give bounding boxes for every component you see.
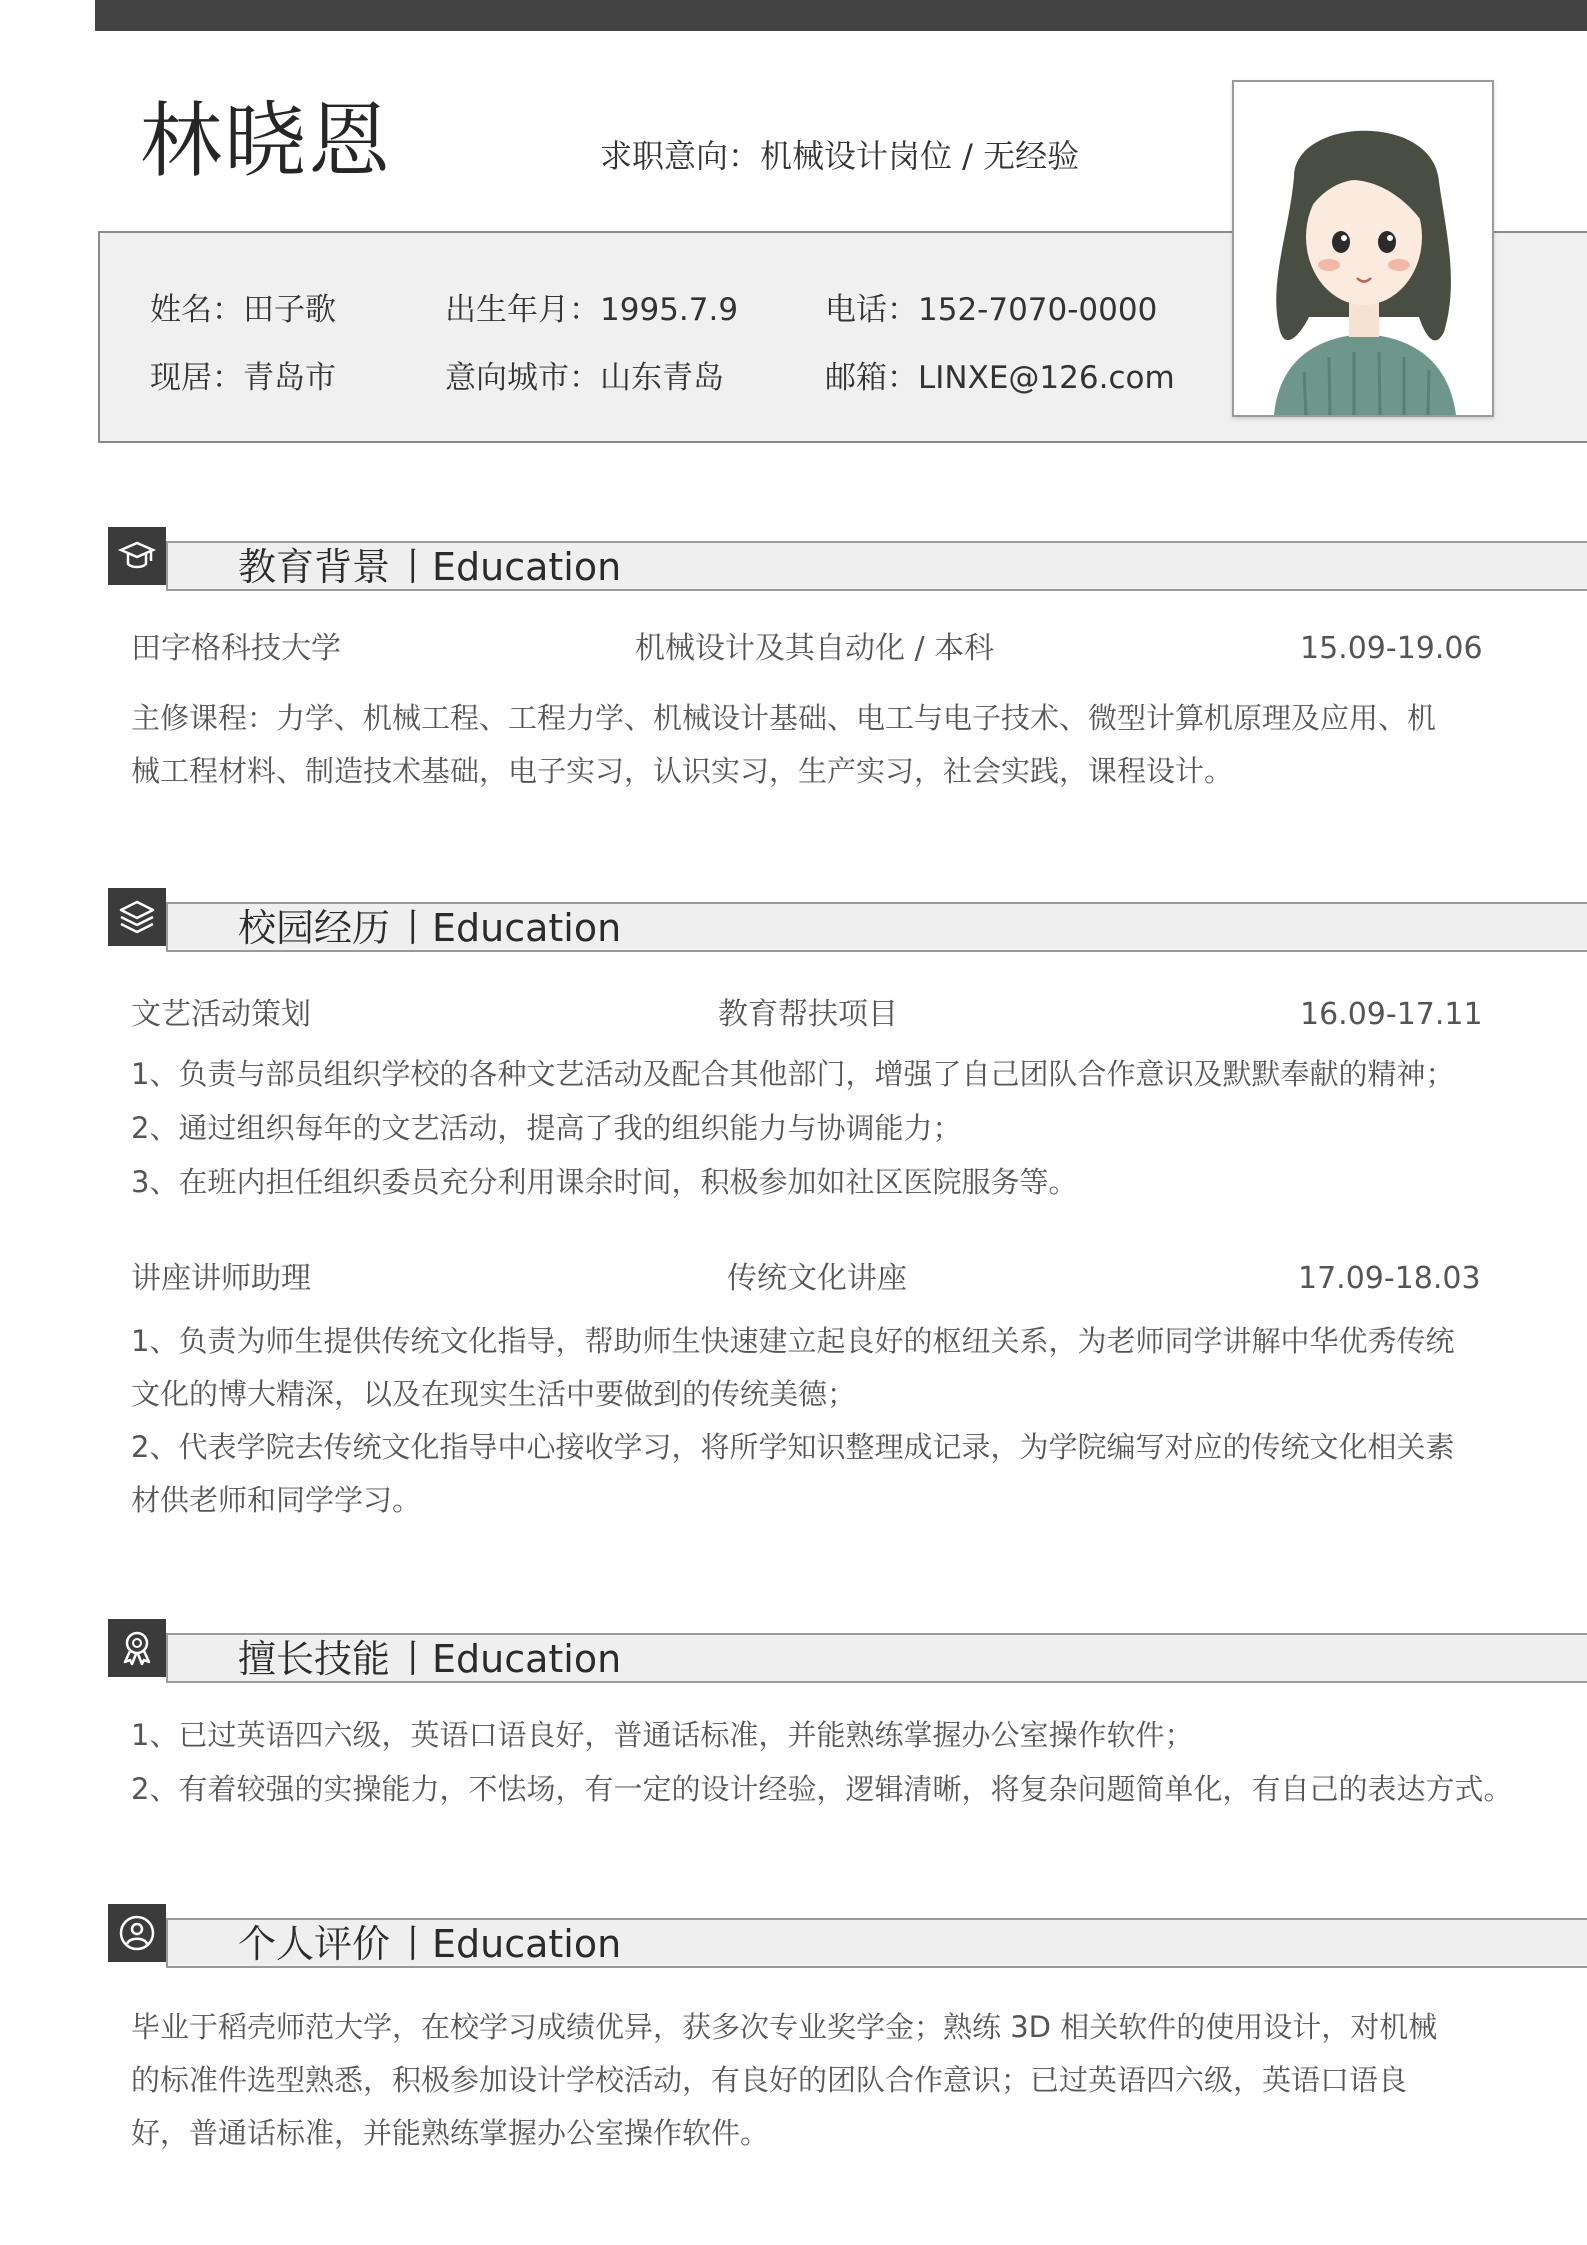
info-birth: 出生年月：1995.7.9 [445,292,739,328]
section-title: 擅长技能 丨Education [238,1637,622,1681]
campus-date: 16.09-17.11 [1300,997,1483,1032]
campus-line: 2、代表学院去传统文化指导中心接收学习，将所学知识整理成记录，为学院编写对应的传统文化相关素材供老师和同学学习。 [131,1430,1455,1517]
info-phone: 电话：152-7070-0000 [825,292,1158,328]
award-icon [108,1619,166,1677]
user-circle-icon [108,1904,166,1962]
campus-line: 1、负责与部员组织学校的各种文艺活动及配合其他部门，增强了自己团队合作意识及默默奉献的精神； [131,1057,1455,1091]
campus-line: 1、负责为师生提供传统文化指导，帮助师生快速建立起良好的枢纽关系，为老师同学讲解中华优秀传统文化的博大精深，以及在现实生活中要做到的传统美德； [131,1324,1455,1411]
info-name: 姓名：田子歌 [150,292,336,328]
skill-line: 1、已过英语四六级，英语口语良好，普通话标准，并能熟练掌握办公室操作软件； [131,1718,1194,1752]
edu-courses: 主修课程：力学、机械工程、工程力学、机械设计基础、电工与电子技术、微型计算机原理及应用、机械工程材料、制造技术基础，电子实习，认识实习，生产实习，社会实践，课程设计。 [131,701,1437,788]
graduation-cap-icon [108,527,166,585]
info-email: 邮箱：LINXE@126.com [825,360,1175,396]
campus-project: 传统文化讲座 [727,1261,907,1296]
campus-project: 教育帮扶项目 [718,997,898,1032]
skill-line: 2、有着较强的实操能力，不怯场，有一定的设计经验，逻辑清晰，将复杂问题简单化，有自己的表达方式。 [131,1772,1513,1806]
info-target-city: 意向城市：山东青岛 [445,360,724,396]
avatar [1232,80,1494,417]
layers-icon [108,888,166,946]
section-education [108,527,1484,587]
campus-line: 3、在班内担任组织委员充分利用课余时间，积极参加如社区医院服务等。 [131,1165,1078,1199]
top-bar [95,0,1587,31]
candidate-name: 林晓恩 [140,94,393,189]
section-skills [108,1619,1484,1679]
info-residence: 现居：青岛市 [150,360,336,396]
edu-major: 机械设计及其自动化 / 本科 [635,631,995,666]
section-title: 校园经历 丨Education [238,906,622,950]
campus-date: 17.09-18.03 [1298,1261,1481,1296]
evaluation-text: 毕业于稻壳师范大学，在校学习成绩优异，获多次专业奖学金；熟练 3D 相关软件的使用设计，对机械的标准件选型熟悉，积极参加设计学校活动，有良好的团队合作意识；已过英语四六级，英语口语良好，普通话标准，并能熟练掌握办公室操作软件。 [131,2010,1438,2150]
section-campus [108,888,1484,948]
campus-role: 文艺活动策划 [131,997,311,1032]
edu-school: 田字格科技大学 [131,631,341,666]
edu-date: 15.09-19.06 [1300,631,1483,666]
campus-role: 讲座讲师助理 [131,1261,311,1296]
campus-line: 2、通过组织每年的文艺活动，提高了我的组织能力与协调能力； [131,1111,962,1145]
section-evaluation [108,1904,1484,1964]
job-intent: 求职意向：机械设计岗位 / 无经验 [600,137,1080,175]
section-title: 个人评价 丨Education [238,1922,622,1966]
section-title: 教育背景 丨Education [238,545,622,589]
